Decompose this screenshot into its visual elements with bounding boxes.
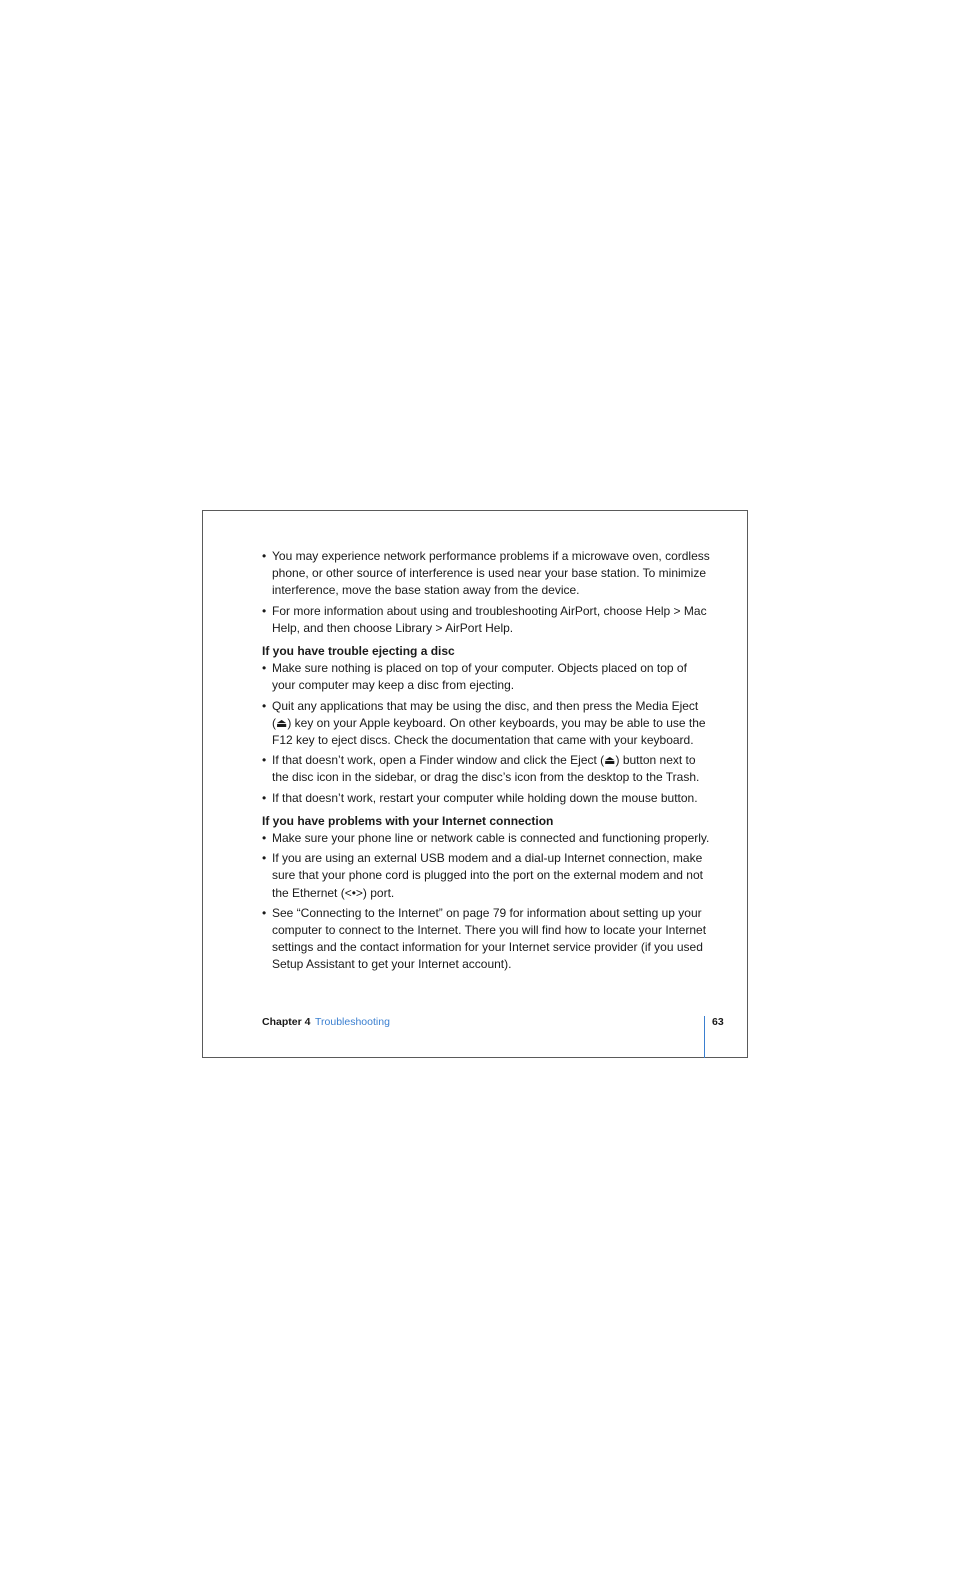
list-item: • If that doesn’t work, open a Finder window and click the Eject (⏏) button next to the disc icon in the sidebar, or drag the disc’s icon from the desktop to the Trash. xyxy=(262,752,712,786)
section-heading-internet: If you have problems with your Internet connection xyxy=(262,813,554,828)
list-item: • Quit any applications that may be using the disc, and then press the Media Eject (⏏) key on your Apple keyboard. On other keyboards, you may be able to use the F12 key to eject discs. Check the documentation that came with your keyboard. xyxy=(262,698,712,750)
list-item: • For more information about using and troubleshooting AirPort, choose Help > Mac Help, and then choose Library > AirPort Help. xyxy=(262,603,712,637)
page-number: 63 xyxy=(712,1016,724,1028)
page-content xyxy=(262,548,712,977)
footer-divider xyxy=(704,1016,705,1058)
list-item: • If you are using an external USB modem and a dial-up Internet connection, make sure that your phone cord is plugged into the port on the external modem and not the Ethernet (<•>) port. xyxy=(262,850,712,902)
list-item: • See “Connecting to the Internet” on page 79 for information about setting up your computer to connect to the Internet. There you will find how to locate your Internet settings and the contact information for your Internet service provider (if you used Setup Assistant to get your Internet account). xyxy=(262,905,712,974)
footer-chapter-title: Troubleshooting xyxy=(315,1016,390,1028)
list-item: • You may experience network performance problems if a microwave oven, cordless phone, or other source of interference is used near your base station. To minimize interference, move the base station away from the device. xyxy=(262,548,712,600)
list-item: • Make sure nothing is placed on top of your computer. Objects placed on top of your computer may keep a disc from ejecting. xyxy=(262,660,712,694)
list-item: • Make sure your phone line or network cable is connected and functioning properly. xyxy=(262,830,712,847)
list-item: • If that doesn’t work, restart your computer while holding down the mouse button. xyxy=(262,790,712,807)
footer-chapter-label: Chapter 4 xyxy=(262,1016,311,1028)
section-heading-eject: If you have trouble ejecting a disc xyxy=(262,644,455,659)
